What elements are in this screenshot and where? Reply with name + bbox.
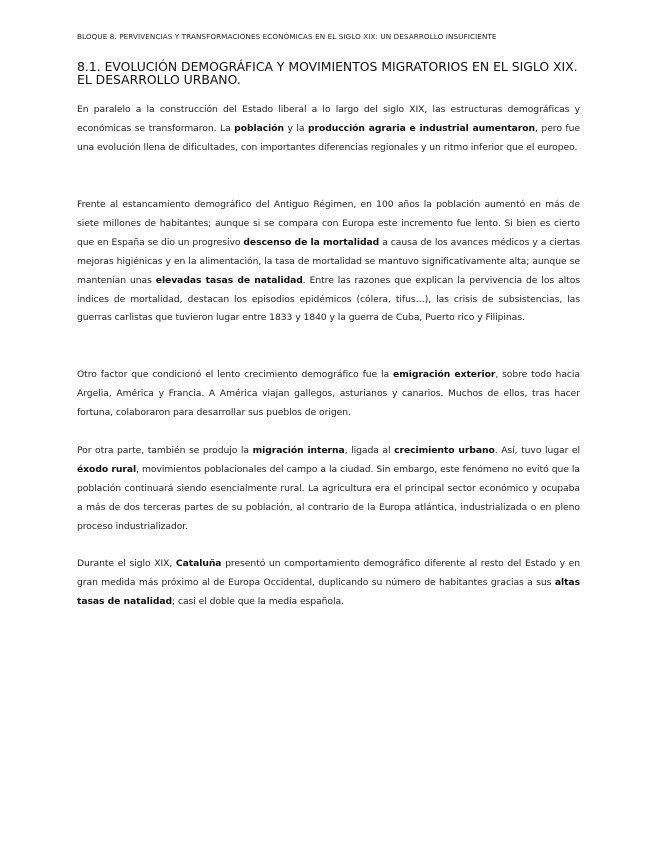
text: presentó un comportamiento demográfico diferente al resto del Estado y en gran medida más próximo al de Europa Occidental, duplicando su número de habitantes gracias a sus bbox=[77, 558, 580, 588]
bold-term: altas tasas de natalidad bbox=[77, 576, 580, 607]
running-header: BLOQUE 8. PERVIVENCIAS Y TRANSFORMACIONES ECONÓMICAS EN EL SIGLO XIX: UN DESARROLLO INSUFICIENTE bbox=[77, 32, 497, 41]
paragraph-emigration bbox=[77, 366, 580, 423]
bold-term: población bbox=[234, 122, 284, 134]
bold-term: crecimiento urbano bbox=[394, 445, 495, 456]
text: y la bbox=[283, 122, 308, 134]
text: , pero fue una evolución llena de dificultades, con importantes diferencias regionales y un ritmo inferior que el europeo. bbox=[77, 122, 580, 153]
section-title-line-1: 8.1. EVOLUCIÓN DEMOGRÁFICA Y MOVIMIENTOS MIGRATORIOS EN EL SIGLO XIX. bbox=[77, 59, 578, 74]
bold-term: migración interna bbox=[252, 445, 345, 456]
paragraph-internal-migration bbox=[77, 442, 580, 537]
text: En paralelo a la construcción del Estado liberal a lo largo del siglo XIX, las estructuras demográficas y económicas se transformaron. La bbox=[77, 104, 580, 134]
paragraph-intro bbox=[77, 101, 580, 158]
text: ; casi el doble que la media española. bbox=[172, 595, 344, 607]
bold-term: descenso de la mortalidad bbox=[243, 236, 380, 248]
text: . Entre las razones que explican la pervivencia de los altos índices de mortalidad, destacan los episodios epidémicos (cólera, tifus…), las crisis de subsistencias, las guerras carlistas que tuvieron lugar entre 1833 y 1840 y la guerra de Cuba, Puerto rico y Filipinas. bbox=[77, 274, 581, 324]
text: , ligada al bbox=[344, 445, 395, 456]
text: Durante el siglo XIX, bbox=[77, 558, 176, 569]
text: . Así, tuvo lugar el bbox=[494, 445, 580, 456]
bold-term: emigración exterior bbox=[393, 369, 496, 380]
bold-term: producción agraria e industrial aumentaron bbox=[307, 122, 536, 134]
text: Frente al estancamiento demográfico del Antiguo Régimen, en 100 años la población aumentó en más de siete millones de habitantes; aunque si se compara con Europa este incremento fue lento. Si bien es cierto que en España se dio un progresivo bbox=[77, 199, 580, 248]
text: Otro factor que condicionó el lento crecimiento demográfico fue la bbox=[77, 369, 394, 380]
text: , movimientos poblacionales del campo a la ciudad. Sin embargo, este fenómeno no evitó que la población continuará siendo esencialmente rural. La agricultura era el principal sector económico y ocupaba a más de dos terceras partes de su población, al contrario de la Europa atlántica, industrializada o en pleno proceso industrializador. bbox=[77, 463, 580, 532]
text: Por otra parte, también se produjo la bbox=[77, 445, 253, 456]
paragraph-mortality bbox=[77, 196, 580, 328]
text: , sobre todo hacia Argelia, América y Francia. A América viajan gallegos, asturianos y canarios. Muchos de ellos, tras hacer fortuna, colaboraron para desarrollar sus pueblos de origen. bbox=[77, 369, 580, 418]
section-title bbox=[77, 60, 582, 86]
bold-term: Cataluña bbox=[175, 558, 222, 569]
bold-term: elevadas tasas de natalidad bbox=[155, 274, 303, 286]
bold-term: éxodo rural bbox=[77, 463, 137, 475]
section-title-line-2: EL DESARROLLO URBANO. bbox=[77, 72, 241, 87]
paragraph-catalonia bbox=[77, 555, 580, 612]
text: a causa de los avances médicos y a ciertas mejoras higiénicas y en la alimentación, la tasa de mortalidad se mantuvo significativamente alta; aunque se mantenían unas bbox=[77, 236, 581, 286]
